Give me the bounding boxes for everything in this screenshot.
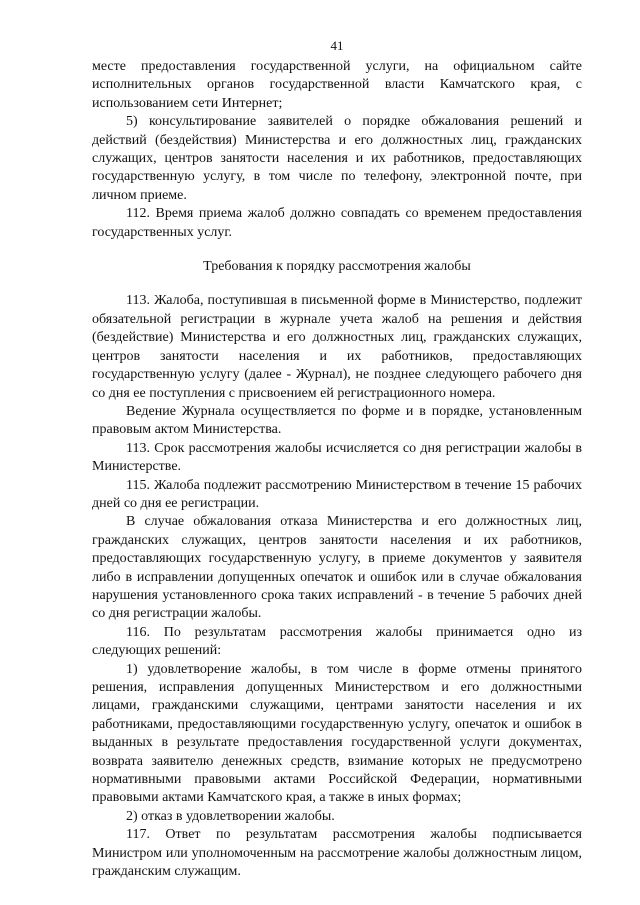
paragraph-journal: Ведение Журнала осуществляется по форме и в порядке, установленным правовым актом Министерства. bbox=[92, 403, 582, 438]
page-number: 41 bbox=[330, 38, 344, 53]
paragraph-item-5: 5) консультирование заявителей о порядке обжалования решений и действий (бездействия) Министерства и его должностных лиц, гражданских служащих, центров занятости населения и их работников, предоставляющих государственную услугу, в том числе по телефону, электронной почте, при личном приеме. bbox=[92, 114, 582, 203]
paragraph-decision-2: 2) отказ в удовлетворении жалобы. bbox=[126, 808, 335, 824]
paragraph-115: 115. Жалоба подлежит рассмотрению Министерством в течение 15 рабочих дней со дня ее регистрации. bbox=[92, 477, 582, 511]
paragraph-continuation: месте предоставления государственной услуги, на официальном сайте исполнительных органов государственной власти Камчатского края, с использованием сети Интернет; bbox=[92, 59, 582, 111]
paragraph-refusal-appeal: В случае обжалования отказа Министерства и его должностных лиц, гражданских служащих, центров занятости населения и их работников, предоставляющих государственную услугу, в приеме документов у заявителя либо в исправлении допущенных опечаток и ошибок или в случае обжалования нарушения установленного срока таких исправлений - в течение 5 рабочих дней со дня регистрации жалобы. bbox=[92, 514, 582, 622]
paragraph-117: 117. Ответ по результатам рассмотрения жалобы подписывается Министром или уполномоченным на рассмотрение жалобы должностным лицом, гражданским служащим. bbox=[92, 827, 582, 880]
section-heading: Требования к порядку рассмотрения жалобы bbox=[203, 259, 471, 275]
paragraph-112: 112. Время приема жалоб должно совпадать со временем предоставления государственных услуг. bbox=[92, 206, 582, 240]
paragraph-116: 116. По результатам рассмотрения жалобы принимается одно из следующих решений: bbox=[92, 624, 582, 659]
paragraph-113-term: 113. Срок рассмотрения жалобы исчисляется со дня регистрации жалобы в Министерстве. bbox=[92, 440, 582, 475]
paragraph-113-registration: 113. Жалоба, поступившая в письменной форме в Министерство, подлежит обязательной регистрации в журнале учета жалоб на решения и действия (бездействие) Министерства и его должностных лиц, гражданских служащих, центров занятости населения и их работников, предоставляющих государственную услугу (далее - Журнал), не позднее следующего рабочего дня со дня ее поступления с присвоением ей регистрационного номера. bbox=[92, 293, 582, 401]
paragraph-decision-1: 1) удовлетворение жалобы, в том числе в форме отмены принятого решения, исправления допущенных Министерством и его должностными лицами, гражданскими служащими, центрами занятости населения и их работниками, предоставляющими государственную услугу, опечаток и ошибок в выданных в результате предоставления государственной услуги документах, возврата заявителю денежных средств, взимание которых не предусмотрено нормативными правовыми актами Российской Федерации, нормативными правовыми актами Камчатского края, а также в иных формах; bbox=[92, 661, 582, 806]
